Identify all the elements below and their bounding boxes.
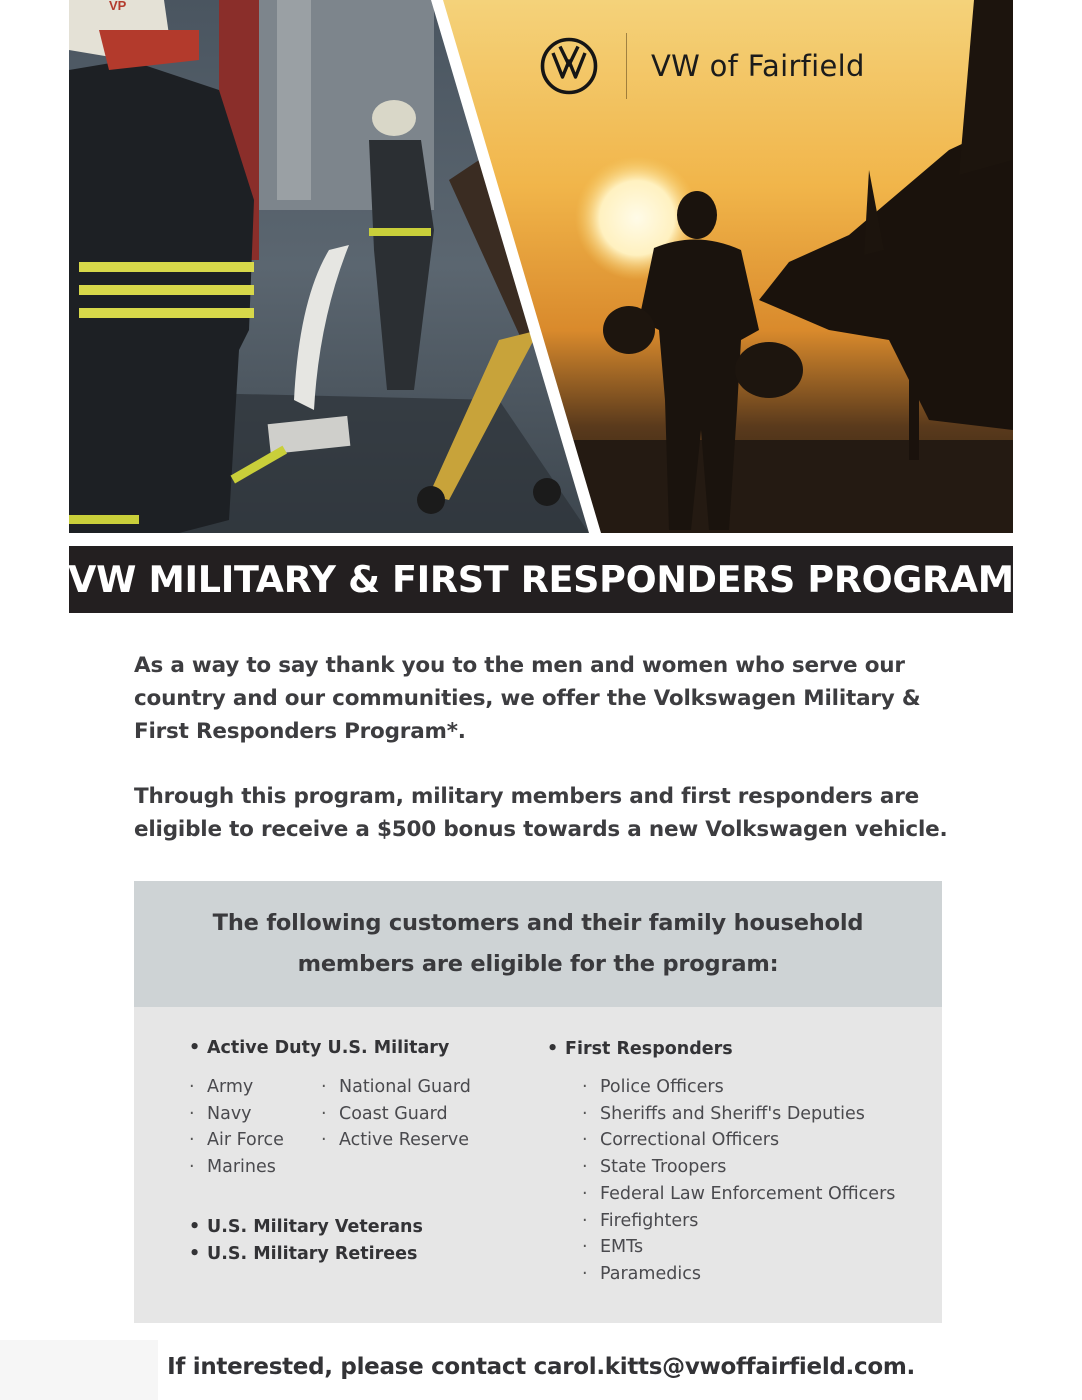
eligibility-header	[134, 881, 942, 1007]
first-responders-heading: • First Responders	[565, 1039, 733, 1059]
list-item: · Active Reserve	[339, 1127, 471, 1154]
helmet-badge-text: VP	[109, 0, 127, 13]
dealer-logo	[540, 33, 865, 99]
list-item: · Correctional Officers	[600, 1127, 895, 1154]
list-item: · EMTs	[600, 1234, 895, 1261]
intro-paragraph-2: Through this program, military members and first responders are eligible to receive a $500 bonus towards a new Volkswagen vehicle.	[134, 784, 948, 842]
logo-divider	[626, 33, 627, 99]
military-heading: • Active Duty U.S. Military	[207, 1038, 449, 1058]
military-branch-list-2	[339, 1074, 471, 1154]
list-item: · Marines	[207, 1154, 284, 1181]
hero-image	[69, 0, 1013, 533]
list-item: · Firefighters	[600, 1208, 895, 1235]
dealer-name: VW of Fairfield	[651, 49, 865, 83]
intro-paragraph-1: As a way to say thank you to the men and women who serve our country and our communities, we offer the Volkswagen Military & First Responders Program*.	[134, 653, 921, 744]
page-title: VW MILITARY & FIRST RESPONDERS PROGRAM	[68, 558, 1014, 601]
footer	[0, 1340, 1082, 1400]
list-item: · Air Force	[207, 1127, 284, 1154]
list-item: · Army	[207, 1074, 284, 1101]
list-item: · Federal Law Enforcement Officers	[600, 1181, 895, 1208]
retirees-heading: • U.S. Military Retirees	[207, 1244, 417, 1264]
intro-text	[134, 649, 954, 846]
eligibility-panel	[134, 881, 942, 1323]
list-item: · Paramedics	[600, 1261, 895, 1288]
vw-roundel-logo-icon	[540, 37, 598, 95]
list-item: · Coast Guard	[339, 1101, 471, 1128]
title-banner	[69, 546, 1013, 613]
contact-line: If interested, please contact carol.kitts@vwoffairfield.com.	[167, 1354, 915, 1380]
list-item: · Navy	[207, 1101, 284, 1128]
list-item: · National Guard	[339, 1074, 471, 1101]
veterans-heading: • U.S. Military Veterans	[207, 1217, 423, 1237]
military-branch-list-1	[207, 1074, 284, 1181]
list-item: · Sheriffs and Sheriff's Deputies	[600, 1101, 895, 1128]
eligibility-heading: The following customers and their family household members are eligible for the program:	[212, 910, 864, 977]
list-item: · State Troopers	[600, 1154, 895, 1181]
first-responders-list	[600, 1074, 895, 1288]
list-item: · Police Officers	[600, 1074, 895, 1101]
